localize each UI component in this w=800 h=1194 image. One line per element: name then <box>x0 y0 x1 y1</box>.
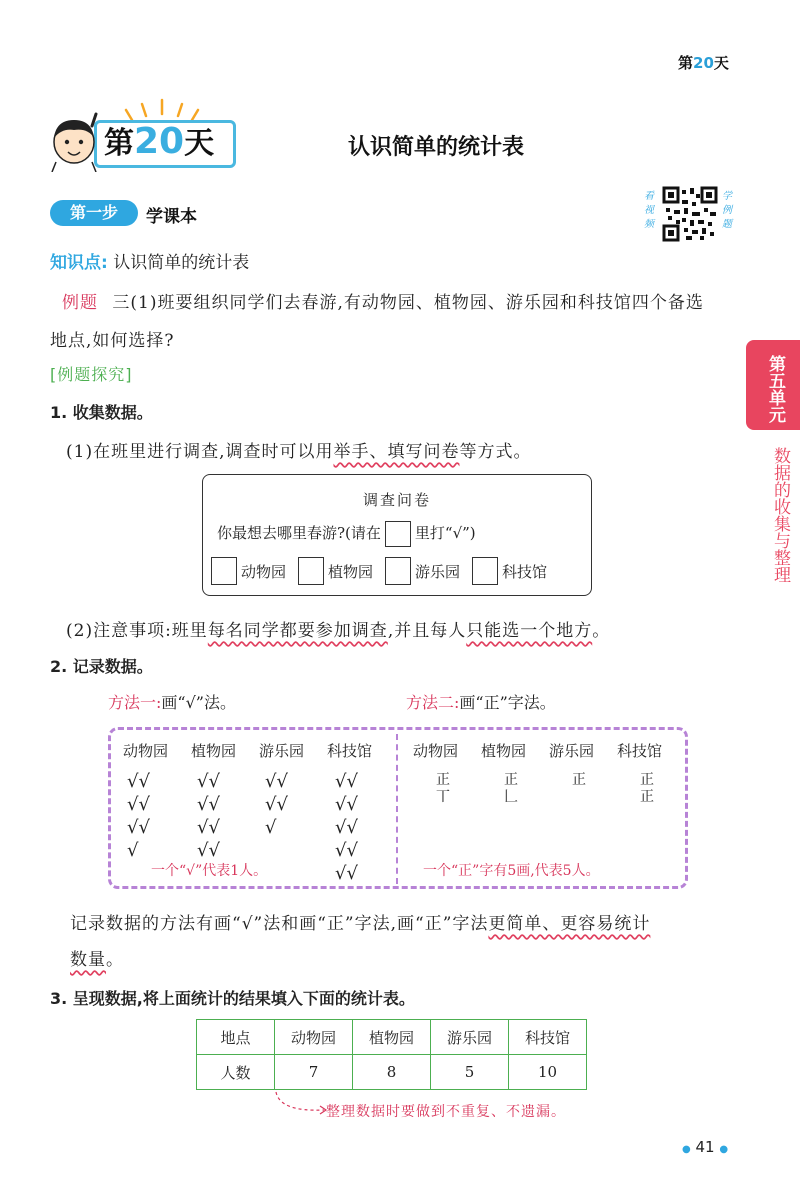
zheng-tally: 正 正 <box>640 772 654 805</box>
check-tally: √√ √√ √√ √√ √√ <box>335 771 358 884</box>
survey-option[interactable]: 游乐园 <box>385 557 460 585</box>
badge-title: 第20天 <box>104 121 215 162</box>
survey-options <box>211 557 547 585</box>
survey-title: 调查问卷 <box>362 491 431 509</box>
unit-topic: 数据的收集与整理 <box>770 447 790 583</box>
check-tally: √√ √√ √√ √ <box>127 771 150 861</box>
table-cell: 10 <box>509 1055 587 1090</box>
section-3-heading: 3. 呈现数据,将上面统计的结果填入下面的统计表。 <box>50 989 415 1008</box>
qr-block[interactable] <box>644 186 740 242</box>
table-cell: 动物园 <box>275 1020 353 1055</box>
section-1-heading: 1. 收集数据。 <box>50 403 153 422</box>
stats-table <box>196 1019 587 1090</box>
page-title: 认识简单的统计表 <box>348 135 525 160</box>
table-cell: 游乐园 <box>431 1020 509 1055</box>
example-line-2: 地点,如何选择? <box>50 331 175 351</box>
running-header: 第20天 <box>678 54 729 72</box>
survey-option[interactable]: 植物园 <box>298 557 373 585</box>
section-1-p1: (1)在班里进行调查,调查时可以用举手、填写问卷等方式。 <box>66 442 532 462</box>
table-row <box>197 1020 587 1055</box>
checkbox[interactable] <box>472 557 498 585</box>
table-cell: 8 <box>353 1055 431 1090</box>
record-header: 游乐园 <box>549 742 595 760</box>
dashed-arrow-icon <box>270 1090 330 1120</box>
table-cell: 5 <box>431 1055 509 1090</box>
section-2-heading: 2. 记录数据。 <box>50 657 153 676</box>
record-note-left: 一个“√”代表1人。 <box>151 863 268 879</box>
method-2: 方法二:画“正”字法。 <box>406 693 556 712</box>
record-note-right: 一个“正”字有5画,代表5人。 <box>423 863 600 879</box>
table-note: 整理数据时要做到不重复、不遗漏。 <box>326 1104 566 1120</box>
section-1-p2: (2)注意事项:班里每名同学都要参加调查,并且每人只能选一个地方。 <box>66 621 611 641</box>
table-cell: 7 <box>275 1055 353 1090</box>
dot-icon: ● <box>682 1144 691 1155</box>
record-divider <box>396 734 398 884</box>
check-tally: √√ √√ √√ √√ <box>197 771 220 861</box>
day-badge <box>42 112 238 168</box>
student-pointing-icon <box>42 112 104 172</box>
record-header: 动物园 <box>123 742 169 760</box>
table-cell: 人数 <box>197 1055 275 1090</box>
zheng-tally: 正 𠃊 <box>504 772 518 805</box>
qr-right-caption: 学 例 题 <box>722 191 732 230</box>
survey-option[interactable]: 科技馆 <box>472 557 547 585</box>
record-header: 植物园 <box>481 742 527 760</box>
survey-question: 你最想去哪里春游?(请在 里打“√”) <box>217 521 476 547</box>
example-line-1: 例题 三(1)班要组织同学们去春游,有动物园、植物园、游乐园和科技馆四个备选 <box>62 293 704 313</box>
survey-option[interactable]: 动物园 <box>211 557 286 585</box>
dot-icon: ● <box>719 1144 729 1155</box>
qr-code-icon[interactable] <box>662 186 718 242</box>
check-tally: √√ √√ √ <box>265 771 288 838</box>
example-label: 例题 <box>62 293 98 313</box>
record-header: 动物园 <box>413 742 459 760</box>
table-cell: 地点 <box>197 1020 275 1055</box>
step-pill: 第一步 <box>50 200 138 226</box>
survey-inline-box <box>385 521 411 547</box>
unit-tab: 第五单元 <box>746 340 800 430</box>
record-header: 植物园 <box>191 742 237 760</box>
record-box <box>108 727 688 889</box>
table-cell: 科技馆 <box>509 1020 587 1055</box>
section-2-summary-2: 数量。 <box>70 950 124 970</box>
zheng-tally: 正 丅 <box>436 772 450 805</box>
record-header: 科技馆 <box>617 742 663 760</box>
checkbox[interactable] <box>211 557 237 585</box>
method-1: 方法一:画“√”法。 <box>108 693 236 712</box>
record-header: 科技馆 <box>327 742 373 760</box>
qr-left-caption: 看 视 频 <box>644 191 654 230</box>
record-header: 游乐园 <box>259 742 305 760</box>
survey-card <box>202 474 592 596</box>
step-label: 学课本 <box>146 207 197 227</box>
table-row <box>197 1055 587 1090</box>
checkbox[interactable] <box>298 557 324 585</box>
page-number: ● 41 ● <box>682 1138 729 1156</box>
knowledge-point: 知识点: 认识简单的统计表 <box>50 253 250 273</box>
zheng-tally: 正 <box>572 772 586 788</box>
table-cell: 植物园 <box>353 1020 431 1055</box>
section-2-summary-1: 记录数据的方法有画“√”法和画“正”字法,画“正”字法更简单、更容易统计 <box>70 914 651 934</box>
example-explore: [例题探究] <box>50 365 133 384</box>
checkbox[interactable] <box>385 557 411 585</box>
